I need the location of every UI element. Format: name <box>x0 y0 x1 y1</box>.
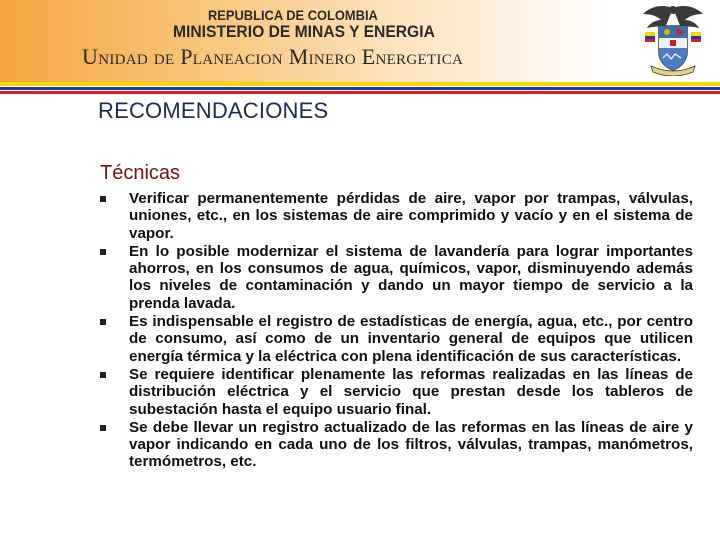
subtitle: Técnicas <box>100 162 181 184</box>
square-bullet-icon <box>100 425 106 431</box>
square-bullet-icon <box>100 196 106 202</box>
stripe-red <box>0 91 720 94</box>
square-bullet-icon <box>100 372 106 378</box>
header-ministry: MINISTERIO DE MINAS Y ENERGIA <box>173 22 435 41</box>
square-bullet-icon <box>100 319 106 325</box>
list-item-text: Se requiere identificar plenamente las reformas realizadas en las líneas de distribución eléctrica y el servicio que prestan desde los tableros de subestación hasta el equipo usuario final. <box>129 365 693 418</box>
colombia-coat-of-arms-icon <box>637 2 709 76</box>
header-country: REPUBLICA DE COLOMBIA <box>208 7 378 23</box>
list-item-text: Se debe llevar un registro actualizado de las reformas en las líneas de aire y vapor indicando en cada uno de los filtros, válvulas, trampas, manómetros, termómetros, etc. <box>129 418 693 471</box>
header-banner <box>0 0 720 82</box>
list-item <box>96 313 693 365</box>
section-title: RECOMENDACIONES <box>98 98 329 123</box>
recommendations-list <box>96 190 693 472</box>
list-item-text: Verificar permanentemente pérdidas de aire, vapor por trampas, válvulas, uniones, etc., en los sistemas de aire comprimido y vacío y en el sistema de vapor. <box>129 190 693 242</box>
list-item <box>96 366 693 418</box>
header-unit: Unidad de Planeacion Minero Energetica <box>82 44 464 69</box>
square-bullet-icon <box>100 249 106 255</box>
list-item <box>96 419 693 471</box>
flag-stripes <box>0 82 720 95</box>
list-item <box>96 243 693 312</box>
list-item-text: Es indispensable el registro de estadísticas de energía, agua, etc., por centro de consumo, así como de un inventario general de equipos que utilicen energía térmica y la eléctrica con plena identificación de sus características. <box>129 313 693 365</box>
list-item <box>96 190 693 242</box>
list-item-text: En lo posible modernizar el sistema de lavandería para lograr importantes ahorros, en los consumos de agua, químicos, vapor, disminuyendo además los niveles de contaminación y dando un mayor tiempo de servicio a la prenda lavada. <box>129 242 693 312</box>
